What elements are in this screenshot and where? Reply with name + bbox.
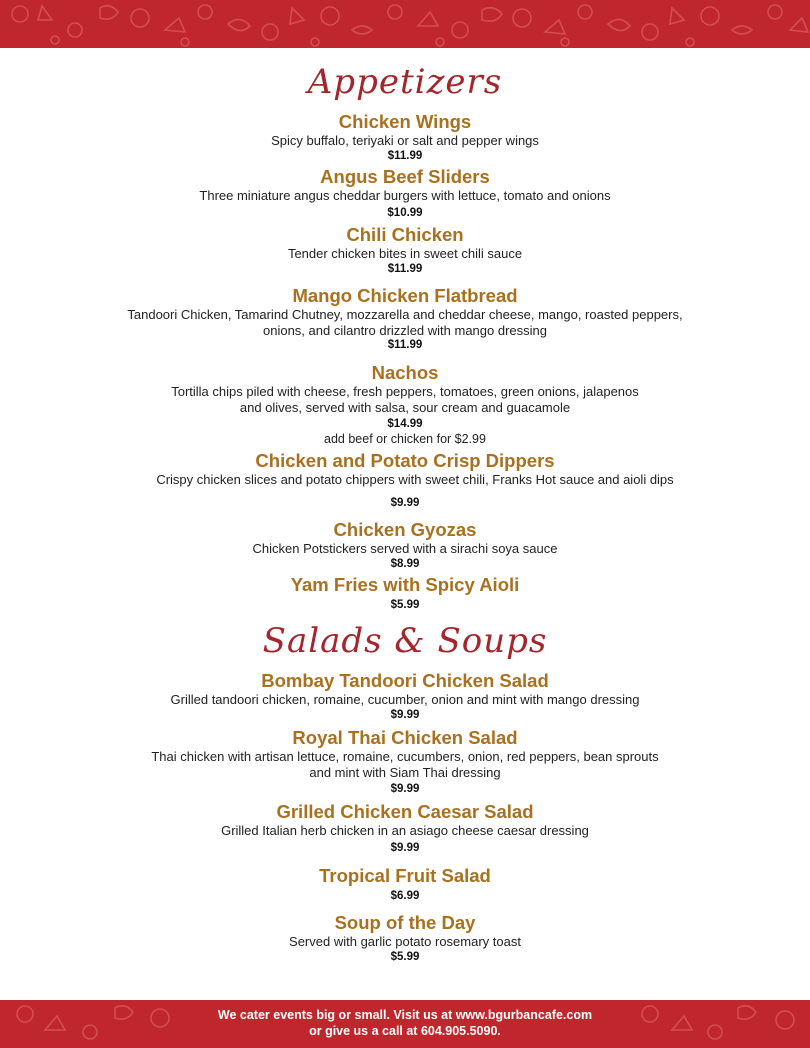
item-price: $9.99	[390, 783, 420, 795]
item-description: Tender chicken bites in sweet chili sauce	[287, 246, 523, 261]
item-description: Grilled Italian herb chicken in an asiago cheese caesar dressing	[221, 823, 589, 838]
item-name: Bombay Tandoori Chicken Salad	[261, 670, 549, 691]
item-name: Nachos	[371, 362, 439, 383]
item-name: Yam Fries with Spicy Aioli	[290, 574, 520, 595]
menu-item-soup-of-the-day	[0, 912, 810, 965]
appetizers-heading: Appetizers	[307, 62, 503, 102]
item-description: Tandoori Chicken, Tamarind Chutney, mozzarella and cheddar cheese, mango, roasted peppers,	[127, 307, 683, 322]
item-description-line2: and olives, served with salsa, sour cream and guacamole	[239, 399, 571, 415]
menu-item-nachos	[0, 362, 810, 447]
item-description-line2: and mint with Siam Thai dressing	[309, 764, 501, 780]
item-price: $9.99	[390, 496, 420, 509]
menu-item-mango-chicken-flatbread	[0, 285, 810, 353]
menu-item-angus-beef-sliders	[0, 166, 810, 221]
item-name: Angus Beef Sliders	[320, 166, 490, 187]
footer-catering-text: We cater events big or small. Visit us at www.bgurbancafe.com	[217, 1008, 593, 1022]
item-price: $11.99	[387, 262, 423, 275]
menu-item-bombay-tandoori-salad	[0, 670, 810, 723]
item-description: Three miniature angus cheddar burgers with lettuce, tomato and onions	[199, 188, 611, 203]
item-description: Tortilla chips piled with cheese, fresh peppers, tomatoes, green onions, jalapenos	[171, 384, 639, 399]
menu-item-chicken-wings	[0, 111, 810, 164]
item-description: Served with garlic potato rosemary toast	[289, 934, 521, 949]
footer-phone-text: or give us a call at 604.905.5090.	[309, 1024, 501, 1038]
item-name: Tropical Fruit Salad	[319, 865, 491, 886]
item-description: Spicy buffalo, teriyaki or salt and pepper wings	[271, 133, 539, 148]
menu-item-chicken-gyozas	[0, 519, 810, 572]
item-description-line2: onions, and cilantro drizzled with mango dressing	[263, 322, 547, 338]
item-name: Chicken Wings	[338, 111, 472, 132]
item-name: Chili Chicken	[346, 224, 464, 245]
menu-item-yam-fries	[0, 574, 810, 613]
item-name: Royal Thai Chicken Salad	[292, 727, 518, 748]
menu-item-royal-thai-salad	[0, 727, 810, 797]
item-price: $14.99	[387, 418, 423, 430]
item-name: Chicken and Potato Crisp Dippers	[255, 450, 555, 471]
item-description: Thai chicken with artisan lettuce, romaine, cucumbers, onion, red peppers, bean sprouts	[151, 749, 659, 764]
item-price: $5.99	[390, 599, 420, 611]
item-description: Chicken Potstickers served with a sirachi soya sauce	[252, 541, 558, 556]
menu-item-chicken-potato-crisp-dippers	[0, 450, 810, 511]
item-addon: add beef or chicken for $2.99	[324, 432, 486, 446]
menu-item-grilled-chicken-caesar	[0, 801, 810, 856]
item-price: $10.99	[387, 206, 423, 219]
item-price: $9.99	[390, 841, 420, 854]
item-name: Mango Chicken Flatbread	[292, 285, 518, 306]
item-price: $11.99	[387, 149, 423, 162]
item-name: Chicken Gyozas	[333, 519, 477, 540]
item-price: $9.99	[390, 708, 420, 721]
item-price: $5.99	[390, 950, 420, 963]
menu-item-chili-chicken	[0, 224, 810, 277]
item-price: $8.99	[390, 557, 420, 570]
item-description: Crispy chicken slices and potato chippers with sweet chili, Franks Hot sauce and aioli dips	[156, 472, 674, 487]
menu-item-tropical-fruit-salad	[0, 865, 810, 904]
item-description: Grilled tandoori chicken, romaine, cucumber, onion and mint with mango dressing	[170, 692, 640, 707]
item-price: $11.99	[387, 339, 423, 351]
food-pattern-decoration	[0, 0, 810, 48]
item-price: $6.99	[390, 890, 420, 902]
salads-soups-heading: Salads & Soups	[262, 621, 548, 661]
footer-band	[0, 1000, 810, 1048]
item-name: Grilled Chicken Caesar Salad	[276, 801, 534, 822]
item-name: Soup of the Day	[334, 912, 476, 933]
header-band	[0, 0, 810, 48]
